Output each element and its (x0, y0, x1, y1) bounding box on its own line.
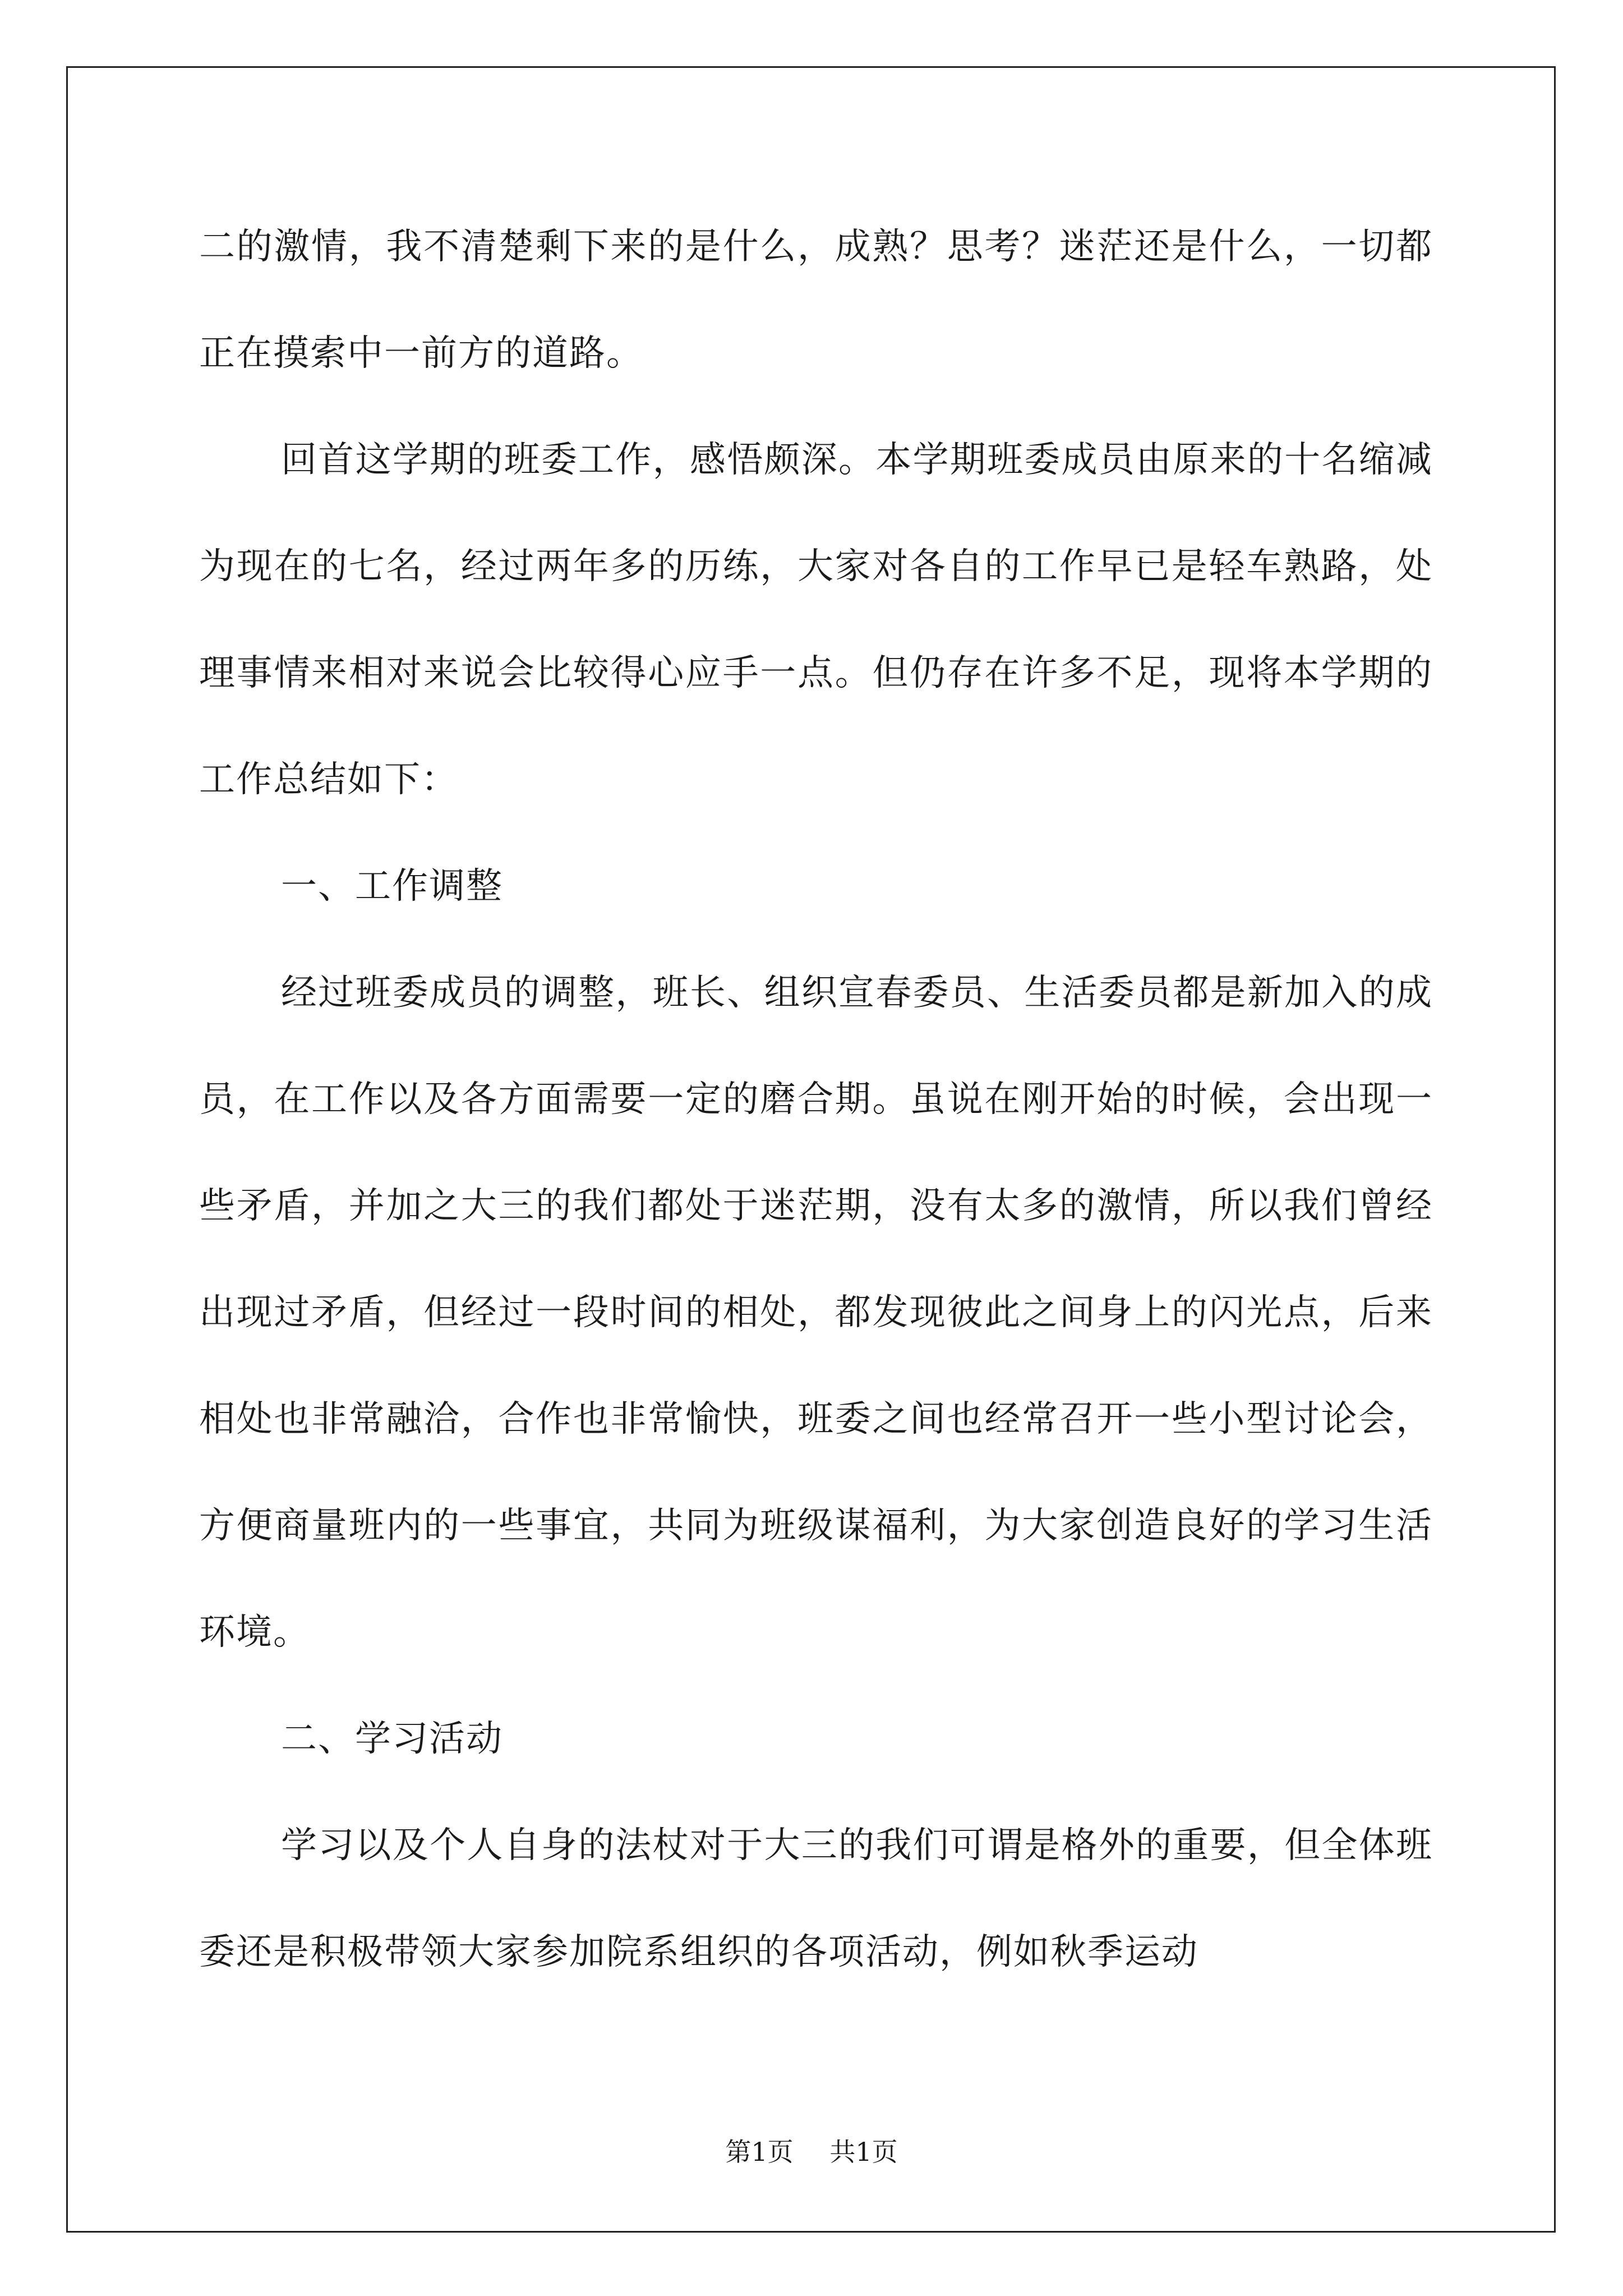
document-body (199, 194, 1433, 2005)
page-total: 共1页 (829, 2137, 898, 2167)
paragraph-intro: 回首这学期的班委工作，感悟颇深。本学期班委成员由原来的十名缩减为现在的七名，经过两年多的历练，大家对各自的工作早已是轻车熟路，处理事情来相对来说会比较得心应手一点。但仍存在许多不足，现将本学期的工作总结如下： (199, 439, 1433, 800)
page-footer (0, 2132, 1623, 2169)
page-number: 第1页 (725, 2137, 794, 2167)
section-heading-work-adjustment: 一、工作调整 (281, 866, 503, 907)
paragraph-continuation: 二的激情，我不清楚剩下来的是什么，成熟？思考？迷茫还是什么，一切都正在摸索中一前方的道路。 (199, 226, 1433, 374)
section-heading-study-activities: 二、学习活动 (281, 1718, 503, 1760)
paragraph-work-adjustment: 经过班委成员的调整，班长、组织宣春委员、生活委员都是新加入的成员，在工作以及各方面需要一定的磨合期。虽说在刚开始的时候，会出现一些矛盾，并加之大三的我们都处于迷茫期，没有太多的激情，所以我们曾经出现过矛盾，但经过一段时间的相处，都发现彼此之间身上的闪光点，后来相处也非常融洽，合作也非常愉快，班委之间也经常召开一些小型讨论会，方便商量班内的一些事宜，共同为班级谋福利，为大家创造良好的学习生活环境。 (199, 972, 1433, 1653)
paragraph-study-activities: 学习以及个人自身的法杖对于大三的我们可谓是格外的重要，但全体班委还是积极带领大家参加院系组织的各项活动，例如秋季运动 (199, 1825, 1433, 1973)
